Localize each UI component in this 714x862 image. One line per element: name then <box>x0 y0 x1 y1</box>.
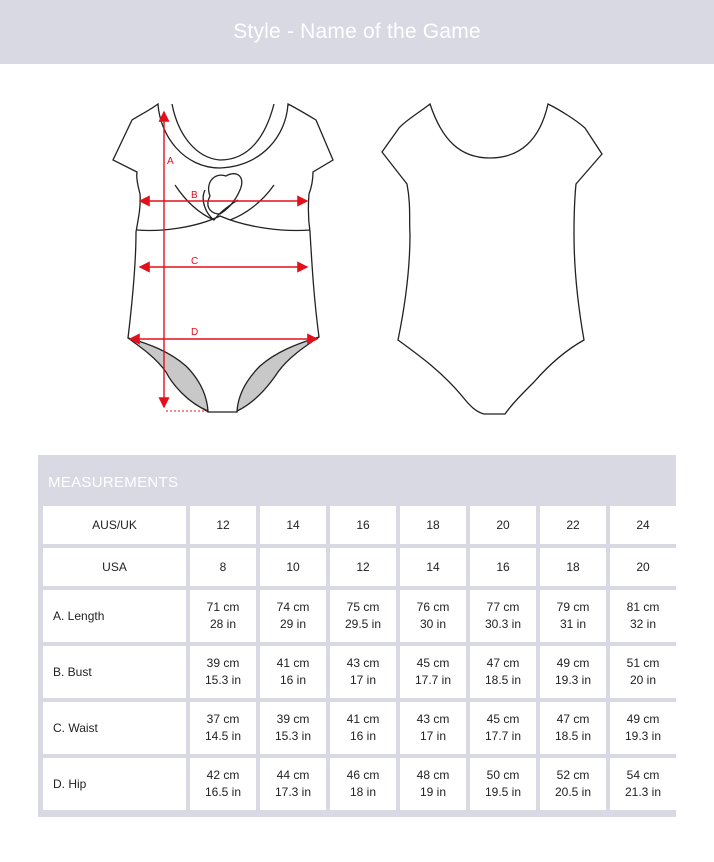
table-cell <box>540 702 606 754</box>
cell-cm-value: 43 cm <box>346 656 380 670</box>
table-cell <box>400 590 466 642</box>
cell-in-value: 17 in <box>349 673 377 687</box>
cell-cm-value: 45 cm <box>416 656 450 670</box>
table-cell <box>190 590 256 642</box>
page-title: Style - Name of the Game <box>233 20 481 43</box>
table-cell <box>470 646 536 698</box>
table-cell <box>470 590 536 642</box>
garment-diagrams <box>0 64 714 444</box>
table-cell <box>470 758 536 810</box>
table-cell: 20 <box>470 506 536 544</box>
cell-cm-value: 52 cm <box>556 768 590 782</box>
cell-in-value: 17.7 in <box>414 673 452 687</box>
front-gusset-left <box>128 338 208 411</box>
measurements-panel <box>38 455 676 817</box>
cell-in-value: 19.5 in <box>484 785 522 799</box>
cell-in-value: 17 in <box>419 729 447 743</box>
table-cell <box>330 758 396 810</box>
cell-cm-value: 75 cm <box>346 600 380 614</box>
measurements-table <box>43 506 676 810</box>
front-neckline-inner <box>172 104 274 160</box>
table-cell <box>260 646 326 698</box>
back-body-outline <box>382 104 602 414</box>
cell-cm-value: 74 cm <box>276 600 310 614</box>
measure-labels <box>167 156 198 338</box>
cell-in-value: 18.5 in <box>554 729 592 743</box>
back-view <box>382 104 602 414</box>
table-cell: 12 <box>190 506 256 544</box>
front-gusset-right <box>237 337 319 411</box>
table-cell <box>610 758 676 810</box>
cell-cm-value: 42 cm <box>206 768 240 782</box>
label-b: B <box>191 190 198 201</box>
table-cell: 24 <box>610 506 676 544</box>
cell-in-value: 17.7 in <box>484 729 522 743</box>
table-cell <box>190 646 256 698</box>
cell-in-value: 19 in <box>419 785 447 799</box>
table-cell: 16 <box>330 506 396 544</box>
row-label: A. Length <box>43 590 186 642</box>
cell-cm-value: 71 cm <box>206 600 240 614</box>
cell-cm-value: 39 cm <box>276 712 310 726</box>
table-cell <box>470 702 536 754</box>
row-label: D. Hip <box>43 758 186 810</box>
garment-sketch-svg <box>0 64 714 444</box>
label-a: A <box>167 156 174 167</box>
table-cell: 10 <box>260 548 326 586</box>
table-cell: 16 <box>470 548 536 586</box>
cell-in-value: 19.3 in <box>624 729 662 743</box>
cell-in-value: 20.5 in <box>554 785 592 799</box>
table-cell <box>260 758 326 810</box>
label-c: C <box>191 256 199 267</box>
row-label: AUS/UK <box>43 506 186 544</box>
cell-in-value: 29 in <box>279 617 307 631</box>
cell-cm-value: 45 cm <box>486 712 520 726</box>
table-cell: 14 <box>260 506 326 544</box>
page-header <box>0 0 714 64</box>
cell-in-value: 30.3 in <box>484 617 522 631</box>
front-knot <box>208 174 242 214</box>
cell-in-value: 31 in <box>559 617 587 631</box>
cell-cm-value: 79 cm <box>556 600 590 614</box>
table-cell: 8 <box>190 548 256 586</box>
table-cell <box>260 590 326 642</box>
cell-in-value: 29.5 in <box>344 617 382 631</box>
cell-in-value: 16.5 in <box>204 785 242 799</box>
cell-in-value: 21.3 in <box>624 785 662 799</box>
cell-cm-value: 54 cm <box>626 768 660 782</box>
cell-in-value: 30 in <box>419 617 447 631</box>
cell-cm-value: 49 cm <box>556 656 590 670</box>
cell-in-value: 16 in <box>349 729 377 743</box>
front-bust-seam <box>137 216 310 230</box>
table-cell <box>540 646 606 698</box>
cell-cm-value: 47 cm <box>556 712 590 726</box>
cell-in-value: 18 in <box>349 785 377 799</box>
table-cell <box>400 758 466 810</box>
table-cell <box>540 590 606 642</box>
front-view <box>113 104 333 412</box>
cell-cm-value: 43 cm <box>416 712 450 726</box>
cell-in-value: 32 in <box>629 617 657 631</box>
cell-cm-value: 37 cm <box>206 712 240 726</box>
cell-cm-value: 81 cm <box>626 600 660 614</box>
table-cell <box>400 646 466 698</box>
table-cell <box>190 758 256 810</box>
cell-cm-value: 47 cm <box>486 656 520 670</box>
cell-in-value: 14.5 in <box>204 729 242 743</box>
front-cup-right <box>230 185 274 220</box>
cell-cm-value: 41 cm <box>276 656 310 670</box>
table-cell <box>400 702 466 754</box>
label-d: D <box>191 327 199 338</box>
table-cell <box>610 590 676 642</box>
table-cell <box>330 646 396 698</box>
cell-cm-value: 49 cm <box>626 712 660 726</box>
table-cell <box>610 646 676 698</box>
table-cell <box>330 702 396 754</box>
row-label: B. Bust <box>43 646 186 698</box>
cell-in-value: 15.3 in <box>204 673 242 687</box>
row-label: C. Waist <box>43 702 186 754</box>
cell-in-value: 19.3 in <box>554 673 592 687</box>
table-cell <box>260 702 326 754</box>
measure-guides <box>130 112 317 411</box>
cell-in-value: 18.5 in <box>484 673 522 687</box>
cell-cm-value: 76 cm <box>416 600 450 614</box>
cell-cm-value: 77 cm <box>486 600 520 614</box>
table-cell: 14 <box>400 548 466 586</box>
cell-in-value: 15.3 in <box>274 729 312 743</box>
measurements-title: MEASUREMENTS <box>48 474 179 491</box>
front-body-outline <box>113 104 333 412</box>
row-label: USA <box>43 548 186 586</box>
cell-in-value: 17.3 in <box>274 785 312 799</box>
cell-cm-value: 41 cm <box>346 712 380 726</box>
table-cell <box>330 590 396 642</box>
cell-cm-value: 50 cm <box>486 768 520 782</box>
cell-in-value: 16 in <box>279 673 307 687</box>
cell-cm-value: 48 cm <box>416 768 450 782</box>
cell-cm-value: 51 cm <box>626 656 660 670</box>
table-cell: 18 <box>400 506 466 544</box>
cell-cm-value: 44 cm <box>276 768 310 782</box>
table-cell: 22 <box>540 506 606 544</box>
cell-cm-value: 46 cm <box>346 768 380 782</box>
table-cell <box>190 702 256 754</box>
table-cell: 12 <box>330 548 396 586</box>
table-cell <box>540 758 606 810</box>
table-cell: 18 <box>540 548 606 586</box>
table-cell: 20 <box>610 548 676 586</box>
cell-cm-value: 39 cm <box>206 656 240 670</box>
cell-in-value: 28 in <box>209 617 237 631</box>
table-cell <box>610 702 676 754</box>
cell-in-value: 20 in <box>629 673 657 687</box>
